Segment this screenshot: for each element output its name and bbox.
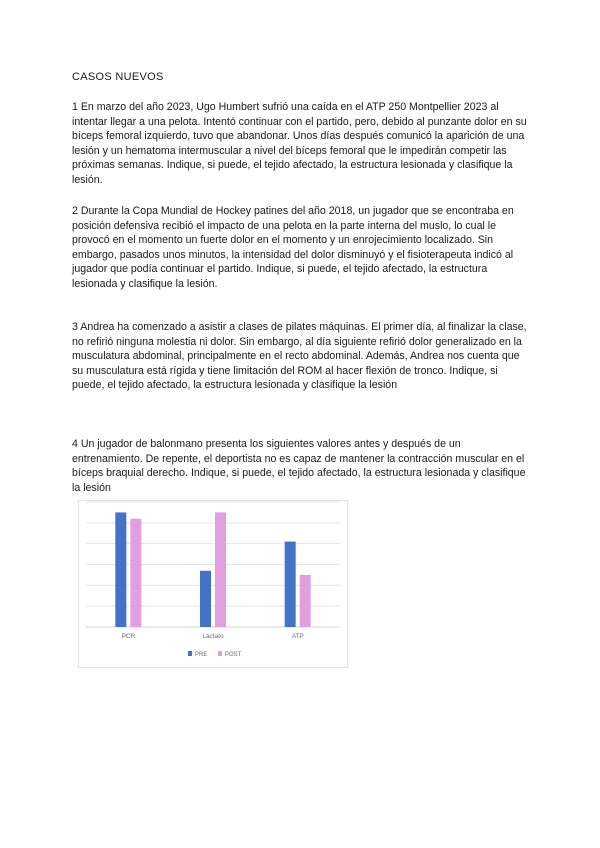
bar-post-atp bbox=[300, 575, 311, 627]
legend-swatch-pre bbox=[188, 651, 192, 656]
legend-swatch-post bbox=[218, 651, 222, 656]
bar-pre-lactato bbox=[200, 571, 211, 627]
bar-chart bbox=[78, 500, 348, 668]
bar-post-pcr bbox=[130, 519, 141, 627]
bar-post-lactato bbox=[215, 512, 226, 627]
case-3-text: 3 Andrea ha comenzado a asistir a clases de pilates máquinas. El primer día, al finalizar la clase, no refirió ninguna molestia ni dolor. Sin embargo, al día siguiente refirió dolor generalizado en la musculatura abdominal, principalmente en el recto abdominal. Además, Andrea nos cuenta que su musculatura está rígida y tiene limitación del ROM al hacer flexión de tronco. Indique, si puede, el tejido afectado, la estructura lesionada y clasifique la lesión bbox=[72, 321, 527, 392]
bar-pre-pcr bbox=[115, 512, 126, 627]
document-heading: CASOS NUEVOS bbox=[72, 71, 164, 83]
x-tick-label: Lactato bbox=[202, 633, 224, 640]
legend-label-pre: PRE bbox=[195, 652, 208, 658]
case-4-text: 4 Un jugador de balonmano presenta los siguientes valores antes y después de un entrenamiento. De repente, el deportista no es capaz de mantener la contracción muscular en el bíceps braquial derecho. Indique, si puede, el tejido afectado, la estructura lesionada y clasifique la lesión bbox=[72, 438, 526, 494]
chart-svg bbox=[78, 500, 348, 668]
legend-label-post: POST bbox=[225, 652, 242, 658]
x-tick-label: PCR bbox=[121, 633, 136, 640]
case-1-text: 1 En marzo del año 2023, Ugo Humbert sufrió una caída en el ATP 250 Montpellier 2023 al intentar llegar a una pelota. Intentó continuar con el partido, pero, debido al punzante dolor en su bíceps femoral izquierdo, tuvo que abandonar. Unos días después comunicó la aparición de una lesión y un hematoma intermuscular a nivel del bíceps femoral que le impedirán competir las próximas semanas. Indique, si puede, el tejido afectado, la estructura lesionada y clasifique la lesión. bbox=[72, 101, 527, 186]
x-tick-label: ATP bbox=[291, 633, 304, 640]
bar-pre-atp bbox=[285, 542, 296, 627]
case-2-text: 2 Durante la Copa Mundial de Hockey patines del año 2018, un jugador que se encontraba en posición defensiva recibió el impacto de una pelota en la parte interna del muslo, lo cual le provocó en el momento un fuerte dolor en el momento y un enrojecimiento localizado. Sin embargo, pasados unos minutos, la intensidad del dolor disminuyó y el fisioterapeuta indicó al jugador que podía continuar el partido. Indique, si puede, el tejido afectado, la estructura lesionada y clasifique la lesión. bbox=[72, 205, 514, 290]
